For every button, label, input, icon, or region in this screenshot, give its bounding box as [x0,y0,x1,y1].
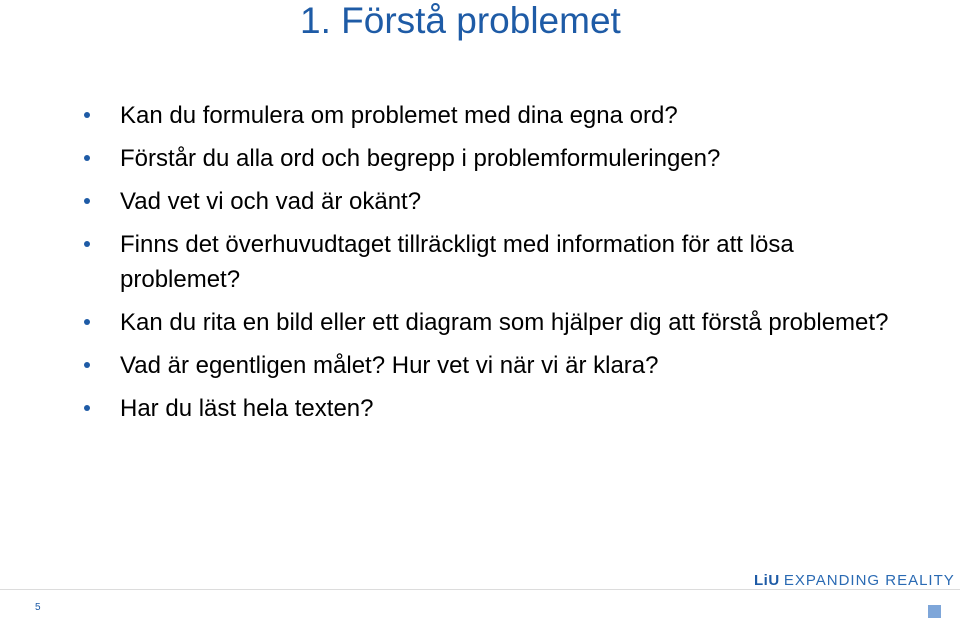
bullet-text: Vad vet vi och vad är okänt? [120,188,422,215]
bullet-dot-icon [84,198,90,204]
bullet-item [80,98,900,133]
bullet-dot-icon [84,155,90,161]
bullet-dot-icon [84,241,90,247]
bullet-dot-icon [84,362,90,368]
bullet-text: Finns det överhuvudtaget tillräckligt med information för att lösa problemet? [120,231,794,293]
bullet-item [80,227,900,297]
bullet-dot-icon [84,405,90,411]
bullet-text: Har du läst hela texten? [120,395,374,422]
corner-square-icon [928,605,941,618]
bullet-dot-icon [84,319,90,325]
bullet-dot-icon [84,112,90,118]
slide-title: 1. Förstå problemet [300,0,621,41]
brand-tagline: EXPANDING REALITY [783,572,955,589]
liu-logo: LiU [754,572,780,589]
bullet-item [80,391,900,426]
brand-logo [754,572,955,590]
bullet-text: Kan du rita en bild eller ett diagram som hjälper dig att förstå problemet? [120,309,889,336]
bullet-text: Förstår du alla ord och begrepp i problemformuleringen? [120,145,721,172]
bullet-item [80,348,900,383]
bullet-item [80,305,900,340]
bullet-text: Vad är egentligen målet? Hur vet vi när vi är klara? [120,352,659,379]
bullet-list [80,98,900,434]
page-number: 5 [35,602,41,613]
bullet-text: Kan du formulera om problemet med dina egna ord? [120,102,678,129]
bullet-item [80,141,900,176]
bullet-item [80,184,900,219]
